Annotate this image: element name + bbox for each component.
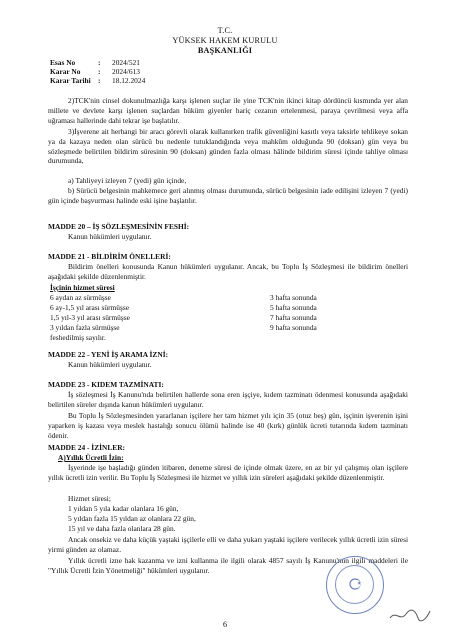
intro-item-a: a) Tahliyeyi izleyen 7 (yedi) gün içinde, <box>68 176 187 185</box>
header-office: BAŞKANLIĞI <box>197 46 253 55</box>
service-header: Hizmet süresi; <box>68 494 111 503</box>
article-24-subtitle: A)Yıllık Ücretli İzin: <box>58 453 124 462</box>
article-23-paragraph-2: Bu Toplu İş Sözleşmesinden yararlanan işçilere her tam hizmet yılı için 35 (otuz beş) gün, işçinin işverenin işini yaparken iş kazası veya meslek hastalığı sonucu ölümü halinde ise 40 (kırk) günlük ücreti tutarında kıdem tazminatı ödenir. <box>48 411 408 440</box>
meta-value: 18.12.2024 <box>112 76 146 85</box>
notice-cell: 3 hafta sonunda <box>270 293 317 302</box>
article-20-text: Kanun hükümleri uygulanır. <box>68 232 152 241</box>
notice-cell: 9 hafta sonunda <box>270 323 317 332</box>
table-row <box>48 303 408 313</box>
meta-key: Karar Tarihi <box>50 76 91 85</box>
article-23-paragraph-1: İş sözleşmesi İş Kanunu'nda belirtilen hallerde sona eren işçiye, kıdem tazminatı ödenmesi konusunda aşağıdaki belirtilen süreler dışında kanun hükümleri uygulanır. <box>48 390 408 409</box>
article-21-title: MADDE 21 - BİLDİRİM ÖNELLERİ: <box>48 252 171 261</box>
article-22-title: MADDE 22 - YENİ İŞ ARAMA İZNİ: <box>48 350 169 359</box>
notice-cell: 5 hafta sonunda <box>270 303 317 312</box>
notice-table <box>48 293 408 343</box>
service-cell: 6 ay-1,5 yıl arası sürmüşse <box>50 303 130 312</box>
notice-table-header: İşçinin hizmet süresi <box>50 283 115 292</box>
crescent-star-icon <box>348 576 364 592</box>
service-line: 1 yıldan 5 yıla kadar olanlara 16 gün, <box>68 504 179 513</box>
meta-key: Esas No <box>50 58 76 67</box>
intro-paragraph-3: 3)İşverene ait herhangi bir aracı görevli olarak kullanırken trafik güvenliğini kasıtlı veya taksirle tehlikeye sokan ya da kazaya neden olan sürücü bu nedenle tutuklandığında veya mahkûm olduğunda 90 (doksan) gün veya bu sözleşmede belirtilen bildirim süresinin 90 (doksan) günden fazla olması hâlinde bildirim süresi içinde tahliye olması durumunda, <box>48 127 408 166</box>
page-number: 6 <box>223 620 227 629</box>
meta-karar: Karar No : 2024/613 <box>50 67 140 76</box>
intro-item-b: b) Sürücü belgesinin mahkemece geri alınmış olması durumunda, sürücü belgesinin iade edilişini izleyen 7 (yedi) gün içinde başvurması halinde eski işine başlatılır. <box>48 186 408 205</box>
header-country: T.C. <box>217 26 233 35</box>
article-24-paragraph-2: Ancak onsekiz ve daha küçük yaştaki işçilerle elli ve daha yukarı yaştaki işçilere verilecek yıllık ücretli izin süresi yirmi günden az olamaz. <box>48 535 408 554</box>
meta-karar-tarihi: Karar Tarihi : 18.12.2024 <box>50 76 146 85</box>
service-cell: 1,5 yıl-3 yıl arası sürmüşse <box>50 313 130 322</box>
table-row <box>48 293 408 303</box>
notice-cell: 7 hafta sonunda <box>270 313 317 322</box>
header-board: YÜKSEK HAKEM KURULU <box>172 36 278 45</box>
table-row <box>48 313 408 323</box>
official-seal <box>326 556 384 614</box>
article-23-title: MADDE 23 - KIDEM TAZMİNATI: <box>48 380 164 389</box>
article-20-title: MADDE 20 – İŞ SÖZLEŞMESİNİN FESHİ: <box>48 222 190 231</box>
article-24-title: MADDE 24 - İZİNLER: <box>48 443 125 452</box>
article-21-text: Bildirim önelleri konusunda Kanun hükümleri uygulanır. Ancak, bu Toplu İş Sözleşmesi ile bildirim önelleri aşağıdaki şekilde düzenlenmiştir. <box>48 262 408 281</box>
service-line: 15 yıl ve daha fazla olanlara 28 gün. <box>68 524 176 533</box>
intro-paragraph-2: 2)TCK'nin cinsel dokunulmazlığa karşı işlenen suçlar ile yine TCK'nin ikinci kitap dördüncü kısmında yer alan millete ve devlete karşı işlenen suçlardan hüküm giyenler hariç cezanın ertelenmesi, paraya çevrilmesi veya affa uğraması hallerinde dahi tekrar işe başlatılır. <box>48 96 408 125</box>
service-line: 5 yıldan fazla 15 yıldan az olanlara 22 gün, <box>68 514 196 523</box>
article-24-paragraph-3: Yıllık ücretli izne hak kazanma ve izni kullanma ile ilgili olarak 4857 sayılı İş Kanunu'nun ilgili maddeleri ile "Yıllık Ücretli İzin Yönetmeliği" hükümleri uygulanır. <box>48 556 408 575</box>
service-cell: 6 aydan az sürmüşse <box>50 293 111 302</box>
meta-esas: Esas No : 2024/521 <box>50 58 140 67</box>
article-22-text: Kanun hükümleri uygulanır. <box>68 360 152 369</box>
meta-value: 2024/521 <box>112 58 140 67</box>
meta-key: Karar No <box>50 67 81 76</box>
table-row <box>48 323 408 333</box>
table-footer: feshedilmiş sayılır. <box>50 333 106 342</box>
service-cell: 3 yıldan fazla sürmüşse <box>50 323 120 332</box>
meta-value: 2024/613 <box>112 67 140 76</box>
article-24-paragraph-1: İşyerinde işe başladığı günden itibaren, deneme süresi de içinde olmak üzere, en az bir yıl çalışmış olan işçilere yıllık ücretli izin verilir. Bu Toplu İş Sözleşmesi ile hizmet ve yıllık izin süreleri aşağıdaki şekilde düzenlenmiştir. <box>48 463 408 482</box>
